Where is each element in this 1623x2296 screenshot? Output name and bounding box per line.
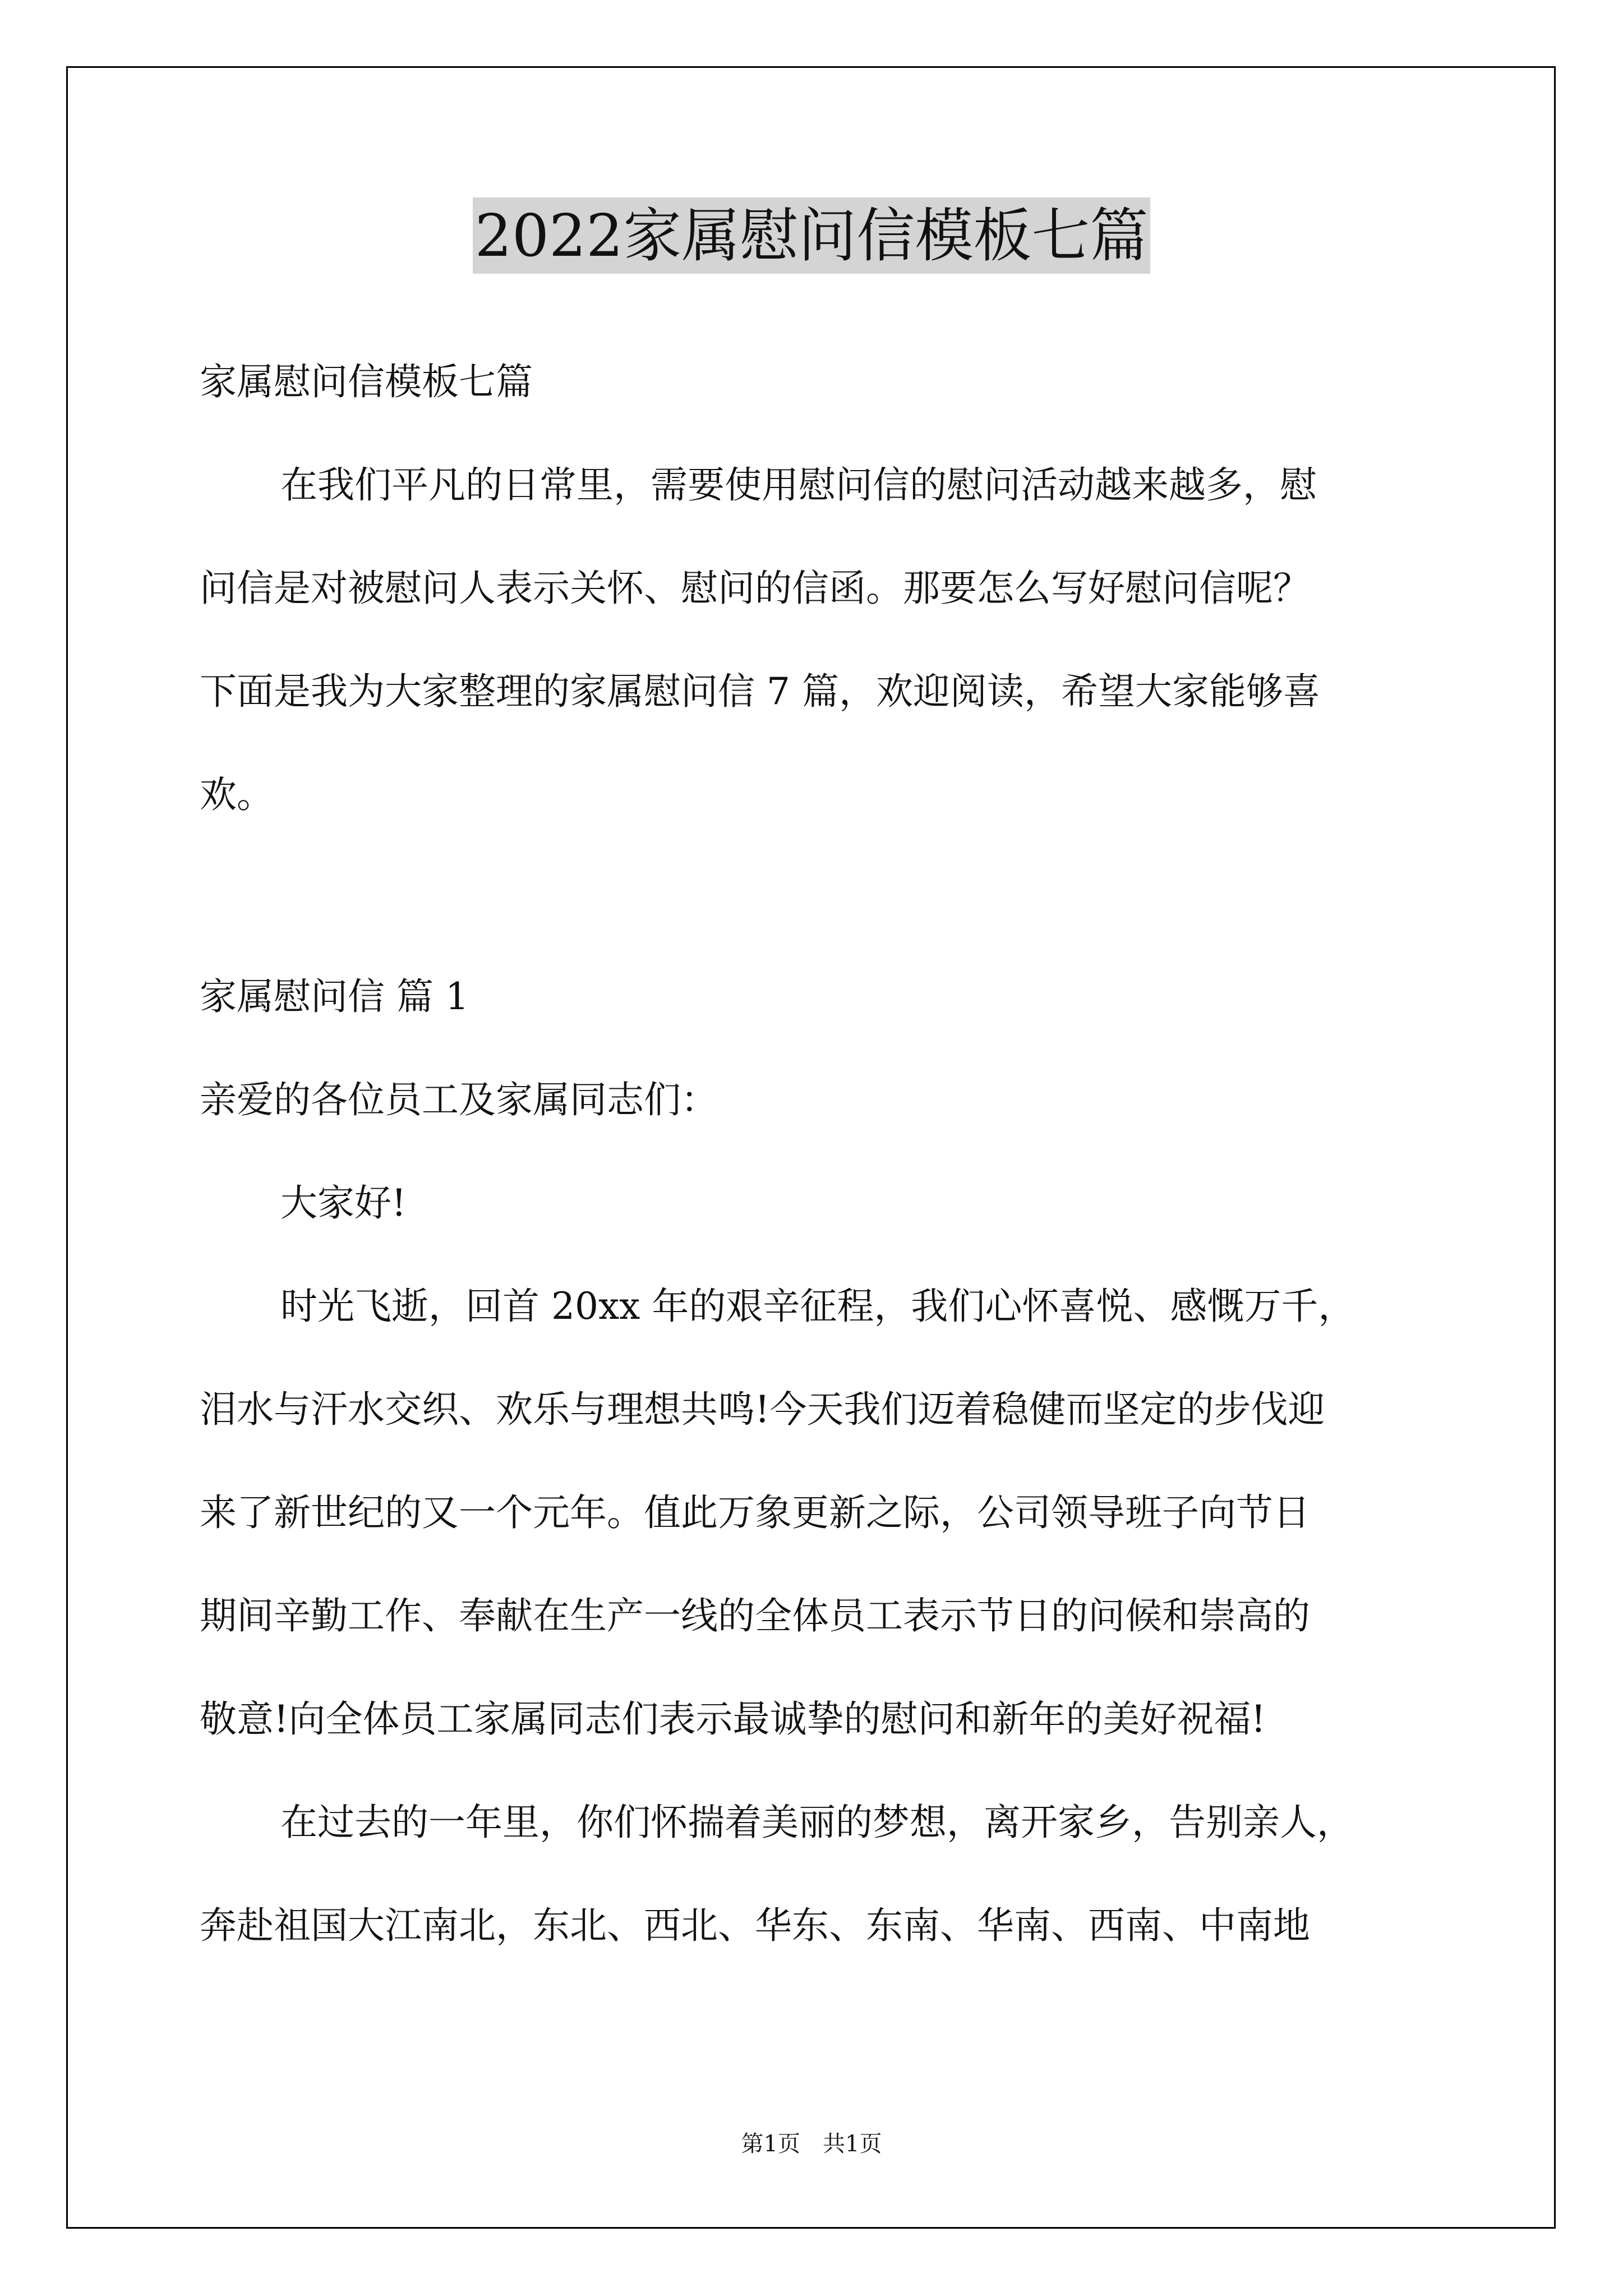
intro-line-1: 在我们平凡的日常里，需要使用慰问信的慰问活动越来越多，慰 — [280, 463, 1317, 507]
body-line-7: 奔赴祖国大江南北，东北、西北、华东、东南、华南、西南、中南地 — [200, 1904, 1310, 1947]
intro-line-4: 欢。 — [200, 773, 274, 816]
body-line-2: 泪水与汗水交织、欢乐与理想共鸣!今天我们迈着稳健而坚定的步伐迎 — [200, 1388, 1325, 1431]
body-line-6: 在过去的一年里，你们怀揣着美丽的梦想，离开家乡，告别亲人， — [280, 1801, 1354, 1844]
page-footer: 第1页 共1页 — [741, 2131, 882, 2157]
body-line-5: 敬意!向全体员工家属同志们表示最诚挚的慰问和新年的美好祝福! — [200, 1697, 1266, 1741]
body-line-3: 来了新世纪的又一个元年。值此万象更新之际，公司领导班子向节日 — [200, 1491, 1310, 1534]
intro-line-3: 下面是我为大家整理的家属慰问信 7 篇，欢迎阅读，希望大家能够喜 — [200, 670, 1320, 713]
salutation-line: 亲爱的各位员工及家属同志们： — [200, 1078, 718, 1121]
document-title: 2022家属慰问信模板七篇 — [473, 197, 1151, 274]
body-line-1: 时光飞逝，回首 20xx 年的艰辛征程，我们心怀喜悦、感慨万千， — [280, 1285, 1355, 1328]
intro-line-2: 问信是对被慰问人表示关怀、慰问的信函。那要怎么写好慰问信呢？ — [200, 567, 1310, 610]
greeting-line: 大家好! — [280, 1181, 407, 1225]
body-line-4: 期间辛勤工作、奉献在生产一线的全体员工表示节日的问候和崇高的 — [200, 1594, 1310, 1637]
subtitle-line: 家属慰问信模板七篇 — [200, 360, 533, 403]
title-container — [0, 197, 1623, 274]
section-heading: 家属慰问信 篇 1 — [200, 975, 469, 1018]
